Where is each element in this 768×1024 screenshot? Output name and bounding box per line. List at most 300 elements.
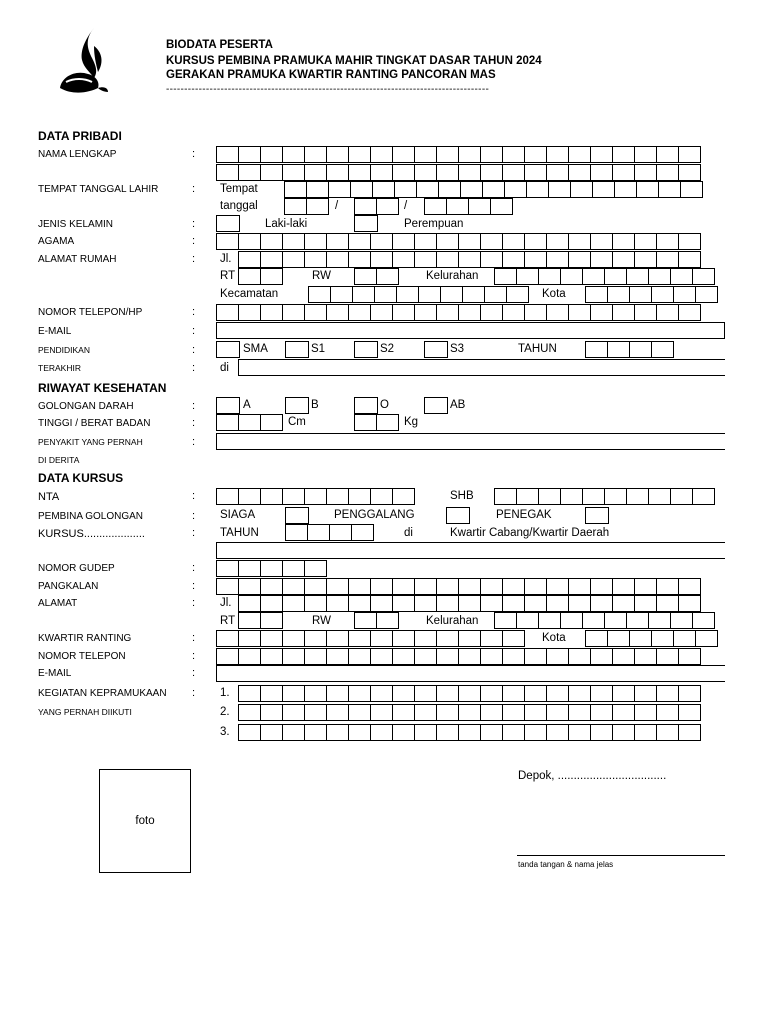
input-cell[interactable] [604, 268, 627, 285]
checkbox-sma[interactable] [216, 341, 240, 358]
nama-lengkap-row1[interactable] [216, 146, 701, 163]
input-cell[interactable] [568, 251, 591, 268]
input-cell[interactable] [458, 146, 481, 163]
input-cell[interactable] [482, 181, 505, 198]
input-cell[interactable] [304, 648, 327, 665]
input-cell[interactable] [590, 146, 613, 163]
input-cell[interactable] [376, 198, 399, 215]
input-cell[interactable] [304, 164, 327, 181]
input-cell[interactable] [238, 251, 261, 268]
input-cell[interactable] [484, 286, 507, 303]
input-cell[interactable] [634, 704, 657, 721]
input-cell[interactable] [504, 181, 527, 198]
input-cell[interactable] [392, 251, 415, 268]
input-cell[interactable] [462, 286, 485, 303]
input-cell[interactable] [392, 685, 415, 702]
input-cell[interactable] [458, 704, 481, 721]
kegiatan-3-cells[interactable] [238, 724, 701, 741]
rt-pangkalan-cells[interactable] [238, 612, 283, 629]
input-cell[interactable] [238, 233, 261, 250]
input-cell[interactable] [370, 251, 393, 268]
input-cell[interactable] [546, 648, 569, 665]
input-cell[interactable] [604, 612, 627, 629]
checkbox-penegak[interactable] [585, 507, 609, 524]
input-cell[interactable] [568, 704, 591, 721]
input-cell[interactable] [502, 233, 525, 250]
input-cell[interactable] [458, 233, 481, 250]
input-cell[interactable] [216, 560, 239, 577]
input-cell[interactable] [348, 704, 371, 721]
input-cell[interactable] [260, 164, 283, 181]
input-cell[interactable] [304, 233, 327, 250]
input-cell[interactable] [634, 164, 657, 181]
nta-cells[interactable] [216, 488, 415, 505]
input-cell[interactable] [626, 612, 649, 629]
tanggal-lahir-month[interactable] [354, 198, 399, 215]
input-cell[interactable] [648, 488, 671, 505]
input-cell[interactable] [480, 704, 503, 721]
input-cell[interactable] [678, 164, 701, 181]
input-cell[interactable] [326, 648, 349, 665]
input-cell[interactable] [348, 685, 371, 702]
input-cell[interactable] [436, 233, 459, 250]
input-cell[interactable] [414, 146, 437, 163]
input-cell[interactable] [392, 578, 415, 595]
input-cell[interactable] [370, 630, 393, 647]
input-cell[interactable] [502, 685, 525, 702]
input-cell[interactable] [374, 286, 397, 303]
input-cell[interactable] [626, 268, 649, 285]
input-cell[interactable] [480, 630, 503, 647]
input-cell[interactable] [260, 612, 283, 629]
kegiatan-2-cells[interactable] [238, 704, 701, 721]
input-cell[interactable] [285, 524, 308, 541]
input-cell[interactable] [582, 488, 605, 505]
input-cell[interactable] [538, 612, 561, 629]
input-cell[interactable] [502, 595, 525, 612]
input-cell[interactable] [546, 146, 569, 163]
input-cell[interactable] [436, 304, 459, 321]
checkbox-gol-a[interactable] [216, 397, 240, 414]
input-cell[interactable] [282, 648, 305, 665]
input-cell[interactable] [590, 595, 613, 612]
input-cell[interactable] [590, 704, 613, 721]
input-cell[interactable] [546, 164, 569, 181]
input-cell[interactable] [370, 164, 393, 181]
input-cell[interactable] [260, 595, 283, 612]
checkbox-s2[interactable] [354, 341, 378, 358]
input-cell[interactable] [506, 286, 529, 303]
input-cell[interactable] [238, 304, 261, 321]
input-cell[interactable] [348, 251, 371, 268]
input-cell[interactable] [612, 724, 635, 741]
input-cell[interactable] [480, 233, 503, 250]
input-cell[interactable] [326, 304, 349, 321]
input-cell[interactable] [634, 685, 657, 702]
input-cell[interactable] [304, 251, 327, 268]
input-cell[interactable] [260, 630, 283, 647]
rt-cells[interactable] [238, 268, 283, 285]
input-cell[interactable] [634, 648, 657, 665]
input-cell[interactable] [656, 595, 679, 612]
input-cell[interactable] [656, 704, 679, 721]
kecamatan-cells[interactable] [308, 286, 529, 303]
input-cell[interactable] [524, 304, 547, 321]
input-cell[interactable] [370, 578, 393, 595]
input-cell[interactable] [354, 612, 377, 629]
checkbox-gol-o[interactable] [354, 397, 378, 414]
input-cell[interactable] [490, 198, 513, 215]
input-cell[interactable] [304, 578, 327, 595]
tinggi-cells[interactable] [216, 414, 283, 431]
input-cell[interactable] [348, 146, 371, 163]
input-cell[interactable] [568, 146, 591, 163]
input-cell[interactable] [607, 341, 630, 358]
input-cell[interactable] [524, 251, 547, 268]
input-cell[interactable] [372, 181, 395, 198]
input-cell[interactable] [216, 578, 239, 595]
input-cell[interactable] [326, 164, 349, 181]
input-cell[interactable] [634, 146, 657, 163]
nama-lengkap-row2[interactable] [216, 164, 701, 181]
input-cell[interactable] [394, 181, 417, 198]
input-cell[interactable] [678, 648, 701, 665]
input-cell[interactable] [651, 286, 674, 303]
input-cell[interactable] [260, 488, 283, 505]
input-cell[interactable] [673, 286, 696, 303]
input-cell[interactable] [590, 685, 613, 702]
input-cell[interactable] [238, 560, 261, 577]
input-cell[interactable] [282, 578, 305, 595]
input-cell[interactable] [308, 286, 331, 303]
input-cell[interactable] [502, 704, 525, 721]
input-cell[interactable] [656, 724, 679, 741]
input-cell[interactable] [678, 233, 701, 250]
input-cell[interactable] [590, 233, 613, 250]
input-cell[interactable] [304, 595, 327, 612]
input-cell[interactable] [480, 685, 503, 702]
input-cell[interactable] [392, 164, 415, 181]
input-cell[interactable] [480, 648, 503, 665]
input-cell[interactable] [414, 648, 437, 665]
input-cell[interactable] [284, 198, 307, 215]
input-cell[interactable] [376, 414, 399, 431]
input-cell[interactable] [612, 233, 635, 250]
input-cell[interactable] [546, 251, 569, 268]
input-cell[interactable] [326, 578, 349, 595]
input-cell[interactable] [656, 578, 679, 595]
input-cell[interactable] [326, 488, 349, 505]
input-cell[interactable] [480, 595, 503, 612]
input-cell[interactable] [607, 630, 630, 647]
input-cell[interactable] [678, 595, 701, 612]
input-cell[interactable] [695, 630, 718, 647]
input-cell[interactable] [414, 685, 437, 702]
input-cell[interactable] [348, 164, 371, 181]
input-cell[interactable] [656, 648, 679, 665]
input-cell[interactable] [692, 488, 715, 505]
input-cell[interactable] [612, 164, 635, 181]
input-cell[interactable] [348, 630, 371, 647]
input-cell[interactable] [524, 595, 547, 612]
berat-cells[interactable] [354, 414, 399, 431]
input-cell[interactable] [538, 268, 561, 285]
input-cell[interactable] [524, 704, 547, 721]
input-cell[interactable] [260, 233, 283, 250]
input-cell[interactable] [629, 630, 652, 647]
input-cell[interactable] [585, 630, 608, 647]
input-cell[interactable] [260, 251, 283, 268]
input-cell[interactable] [546, 304, 569, 321]
input-cell[interactable] [629, 341, 652, 358]
input-cell[interactable] [678, 578, 701, 595]
input-cell[interactable] [590, 304, 613, 321]
input-cell[interactable] [238, 630, 261, 647]
input-cell[interactable] [216, 648, 239, 665]
input-cell[interactable] [328, 181, 351, 198]
input-cell[interactable] [524, 648, 547, 665]
input-cell[interactable] [350, 181, 373, 198]
input-cell[interactable] [326, 704, 349, 721]
input-cell[interactable] [238, 268, 261, 285]
input-cell[interactable] [414, 251, 437, 268]
input-cell[interactable] [604, 488, 627, 505]
input-cell[interactable] [516, 268, 539, 285]
input-cell[interactable] [546, 724, 569, 741]
input-cell[interactable] [656, 251, 679, 268]
input-cell[interactable] [458, 578, 481, 595]
input-cell[interactable] [502, 724, 525, 741]
input-cell[interactable] [348, 488, 371, 505]
input-cell[interactable] [282, 304, 305, 321]
input-cell[interactable] [370, 648, 393, 665]
input-cell[interactable] [502, 251, 525, 268]
kelurahan-cells[interactable] [494, 268, 715, 285]
input-cell[interactable] [658, 181, 681, 198]
input-cell[interactable] [494, 268, 517, 285]
input-cell[interactable] [440, 286, 463, 303]
input-cell[interactable] [326, 724, 349, 741]
input-cell[interactable] [216, 146, 239, 163]
input-cell[interactable] [648, 268, 671, 285]
input-cell[interactable] [678, 704, 701, 721]
input-cell[interactable] [458, 164, 481, 181]
input-cell[interactable] [678, 146, 701, 163]
input-cell[interactable] [458, 648, 481, 665]
input-cell[interactable] [524, 146, 547, 163]
checkbox-gol-ab[interactable] [424, 397, 448, 414]
input-cell[interactable] [238, 685, 261, 702]
input-cell[interactable] [458, 304, 481, 321]
input-cell[interactable] [370, 685, 393, 702]
input-cell[interactable] [656, 164, 679, 181]
input-cell[interactable] [348, 304, 371, 321]
input-cell[interactable] [592, 181, 615, 198]
input-cell[interactable] [568, 724, 591, 741]
input-cell[interactable] [568, 685, 591, 702]
input-cell[interactable] [458, 724, 481, 741]
input-cell[interactable] [568, 164, 591, 181]
input-cell[interactable] [284, 181, 307, 198]
input-cell[interactable] [568, 578, 591, 595]
input-cell[interactable] [568, 304, 591, 321]
checkbox-laki-laki[interactable] [216, 215, 240, 232]
input-cell[interactable] [651, 341, 674, 358]
input-cell[interactable] [216, 164, 239, 181]
input-cell[interactable] [436, 685, 459, 702]
input-cell[interactable] [216, 414, 239, 431]
input-cell[interactable] [680, 181, 703, 198]
input-cell[interactable] [656, 233, 679, 250]
input-cell[interactable] [634, 304, 657, 321]
input-cell[interactable] [480, 251, 503, 268]
input-cell[interactable] [678, 685, 701, 702]
input-cell[interactable] [516, 488, 539, 505]
input-cell[interactable] [524, 685, 547, 702]
checkbox-perempuan[interactable] [354, 215, 378, 232]
telepon-pangkalan-cells[interactable] [216, 648, 701, 665]
input-cell[interactable] [612, 578, 635, 595]
input-cell[interactable] [238, 648, 261, 665]
input-cell[interactable] [612, 146, 635, 163]
input-cell[interactable] [216, 233, 239, 250]
input-cell[interactable] [651, 630, 674, 647]
signature-line[interactable] [517, 855, 725, 856]
input-cell[interactable] [307, 524, 330, 541]
input-cell[interactable] [678, 251, 701, 268]
input-cell[interactable] [458, 251, 481, 268]
input-cell[interactable] [260, 146, 283, 163]
input-cell[interactable] [656, 146, 679, 163]
input-cell[interactable] [626, 488, 649, 505]
input-cell[interactable] [526, 181, 549, 198]
kelurahan-pangkalan-cells[interactable] [494, 612, 715, 629]
email-field[interactable] [216, 322, 725, 339]
input-cell[interactable] [330, 286, 353, 303]
input-cell[interactable] [460, 181, 483, 198]
input-cell[interactable] [502, 648, 525, 665]
alamat-pangkalan-cells[interactable] [238, 595, 701, 612]
input-cell[interactable] [546, 685, 569, 702]
input-cell[interactable] [282, 560, 305, 577]
input-cell[interactable] [348, 648, 371, 665]
agama-cells[interactable] [216, 233, 701, 250]
input-cell[interactable] [370, 488, 393, 505]
input-cell[interactable] [282, 164, 305, 181]
input-cell[interactable] [354, 414, 377, 431]
input-cell[interactable] [436, 595, 459, 612]
input-cell[interactable] [436, 630, 459, 647]
input-cell[interactable] [238, 704, 261, 721]
input-cell[interactable] [436, 578, 459, 595]
input-cell[interactable] [392, 304, 415, 321]
input-cell[interactable] [416, 181, 439, 198]
input-cell[interactable] [370, 595, 393, 612]
input-cell[interactable] [458, 595, 481, 612]
input-cell[interactable] [414, 595, 437, 612]
input-cell[interactable] [612, 704, 635, 721]
input-cell[interactable] [634, 251, 657, 268]
input-cell[interactable] [414, 578, 437, 595]
input-cell[interactable] [370, 233, 393, 250]
input-cell[interactable] [348, 578, 371, 595]
foto-box[interactable] [99, 769, 191, 873]
input-cell[interactable] [392, 704, 415, 721]
input-cell[interactable] [656, 304, 679, 321]
input-cell[interactable] [414, 724, 437, 741]
input-cell[interactable] [636, 181, 659, 198]
tahun-lulus-cells[interactable] [585, 341, 674, 358]
input-cell[interactable] [612, 251, 635, 268]
input-cell[interactable] [502, 630, 525, 647]
input-cell[interactable] [304, 685, 327, 702]
input-cell[interactable] [560, 268, 583, 285]
checkbox-s1[interactable] [285, 341, 309, 358]
input-cell[interactable] [568, 648, 591, 665]
input-cell[interactable] [695, 286, 718, 303]
input-cell[interactable] [352, 286, 375, 303]
input-cell[interactable] [348, 724, 371, 741]
input-cell[interactable] [238, 414, 261, 431]
alamat-jl-cells[interactable] [238, 251, 701, 268]
input-cell[interactable] [590, 648, 613, 665]
input-cell[interactable] [376, 612, 399, 629]
input-cell[interactable] [392, 146, 415, 163]
input-cell[interactable] [282, 630, 305, 647]
email-pangkalan-field[interactable] [216, 665, 725, 682]
input-cell[interactable] [480, 146, 503, 163]
input-cell[interactable] [436, 724, 459, 741]
input-cell[interactable] [670, 488, 693, 505]
rw-pangkalan-cells[interactable] [354, 612, 399, 629]
input-cell[interactable] [678, 304, 701, 321]
input-cell[interactable] [282, 595, 305, 612]
input-cell[interactable] [304, 704, 327, 721]
kota-cells[interactable] [585, 286, 718, 303]
checkbox-s3[interactable] [424, 341, 448, 358]
input-cell[interactable] [436, 648, 459, 665]
input-cell[interactable] [260, 268, 283, 285]
input-cell[interactable] [238, 724, 261, 741]
input-cell[interactable] [634, 724, 657, 741]
kwartir-ranting-cells[interactable] [216, 630, 525, 647]
input-cell[interactable] [216, 630, 239, 647]
input-cell[interactable] [436, 146, 459, 163]
input-cell[interactable] [438, 181, 461, 198]
input-cell[interactable] [673, 630, 696, 647]
input-cell[interactable] [468, 198, 491, 215]
input-cell[interactable] [354, 268, 377, 285]
input-cell[interactable] [304, 630, 327, 647]
input-cell[interactable] [670, 268, 693, 285]
input-cell[interactable] [304, 560, 327, 577]
input-cell[interactable] [414, 704, 437, 721]
input-cell[interactable] [634, 578, 657, 595]
input-cell[interactable] [354, 198, 377, 215]
input-cell[interactable] [282, 704, 305, 721]
input-cell[interactable] [629, 286, 652, 303]
input-cell[interactable] [326, 630, 349, 647]
input-cell[interactable] [612, 304, 635, 321]
input-cell[interactable] [304, 146, 327, 163]
input-cell[interactable] [516, 612, 539, 629]
penyakit-field[interactable] [216, 433, 725, 450]
input-cell[interactable] [238, 595, 261, 612]
input-cell[interactable] [458, 630, 481, 647]
input-cell[interactable] [260, 578, 283, 595]
input-cell[interactable] [570, 181, 593, 198]
input-cell[interactable] [348, 595, 371, 612]
